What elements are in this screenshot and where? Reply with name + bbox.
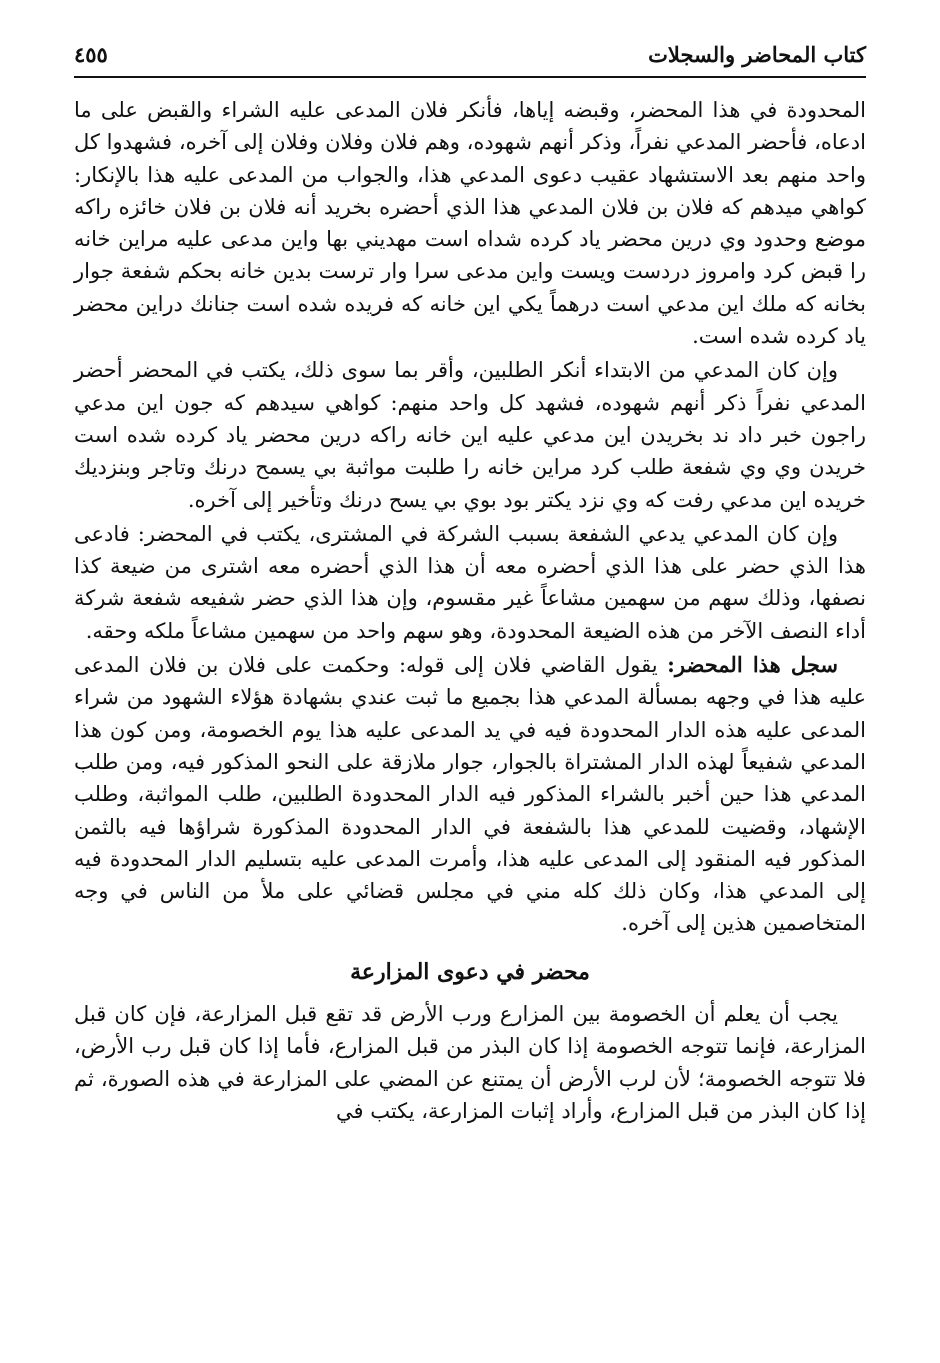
sijill-lead: سجل هذا المحضر: (667, 652, 838, 678)
sijill-text: يقول القاضي فلان إلى قوله: وحكمت على فلان بن فلان المدعى عليه هذا في وجهه بمسألة المدعي هذا بجميع ما ثبت عندي بشهادة هؤلاء الشهود من شراء المدعى عليه هذه الدار المحدودة فيه في يد المدعى عليه هذا يوم الخصومة، ومن كون هذا المدعي شفيعاً لهذه الدار المشتراة بالجوار، جوار ملازقة على النحو المذكور فيه، ومن طلب المدعي هذا حين أخبر بالشراء المذكور فيه الدار المحدودة الطلبين، طلب المواثبة، وطلب الإشهاد، وقضيت للمدعي هذا بالشفعة في الدار المحدودة المذكورة شراؤها فيه بالثمن المذكور فيه المنقود إلى المدعى عليه هذا، وأمرت المدعى عليه بتسليم الدار المحدودة فيه إلى المدعي هذا، وكان ذلك كله مني في مجلس قضائي على ملأ من الناس في وجه المتخاصمين هذين إلى آخره. (74, 653, 866, 936)
final-paragraph: يجب أن يعلم أن الخصومة بين المزارع ورب الأرض قد تقع قبل المزارعة، فإن كان قبل المزارعة، فإنما تتوجه الخصومة إذا كان البذر من قبل المزارع، فأما إذا كان قبل رب الأرض، فلا تتوجه الخصومة؛ لأن لرب الأرض أن يمتنع عن المضي على المزارعة في هذه الصورة، ثم إذا كان البذر من قبل المزارع، وأراد إثبات المزارعة، يكتب في (74, 1002, 866, 1123)
running-header (74, 40, 866, 78)
section-heading: محضر في دعوى المزارعة (350, 958, 590, 985)
page-number: ٤٥٥ (74, 42, 108, 67)
sijill-paragraph (74, 649, 866, 940)
paragraph-3: وإن كان المدعي يدعي الشفعة بسبب الشركة في المشترى، يكتب في المحضر: فادعى هذا الذي حضر على هذا الذي أحضره معه أن هذا الذي أحضره معه اشترى من ضيعة كذا نصفها، وذلك سهم من سهمين مشاعاً غير مقسوم، وإن هذا الذي حضر شفيعه شفعة شركة أداء النصف الآخر من هذه الضيعة المحدودة، وهو سهم واحد من سهمين مشاعاً ملكه وحقه. (74, 521, 866, 643)
page-body (74, 94, 866, 1127)
paragraph-1: المحدودة في هذا المحضر، وقبضه إياها، فأنكر فلان المدعى عليه الشراء والقبض على ما ادعاه، فأحضر المدعي نفراً، وذكر أنهم شهوده، وهم فلان وفلان وفلان إلى آخره، فشهدوا كل واحد منهم بعد الاستشهاد عقيب دعوى المدعي هذا، والجواب من المدعى عليه هذا بالإنكار: كواهي ميدهم كه فلان بن فلان المدعي هذا الذي أحضره بخريد أنه فلان بن فلان خائزه راكه موضع وحدود وي درين محضر ياد كرده شداه است مهديني بها واين مدعى عليه مراين خانه را قبض كرد وامروز دردست ويست واين مدعى سرا وار ترست بدين خانه بحكم شفعة جوار بخانه كه ملك اين مدعي است درهماً يكي اين خانه كه فريده شده است جنانك دراين محضر ياد كرده شده است. (74, 98, 866, 349)
running-title: كتاب المحاضر والسجلات (648, 42, 866, 67)
paragraph-2: وإن كان المدعي من الابتداء أنكر الطلبين، وأقر بما سوى ذلك، يكتب في المحضر أحضر المدعي نفراً ذكر أنهم شهوده، فشهد كل واحد منهم: كواهي سيدهم كه جون اين مدعي راجون خبر داد ند بخريدن اين مدعي عليه اين خانه راكه درين محضر ياد كرده شده است خريدن وي وي شفعة طلب كرد مراين خانه را طلبت مواثبة بي يسمح درنك وتاجر وبنزديك خريده اين مدعي رفت كه وي نزد يكتر بود بوي بي يسح درنك وتأخير إلى آخره. (74, 358, 866, 512)
